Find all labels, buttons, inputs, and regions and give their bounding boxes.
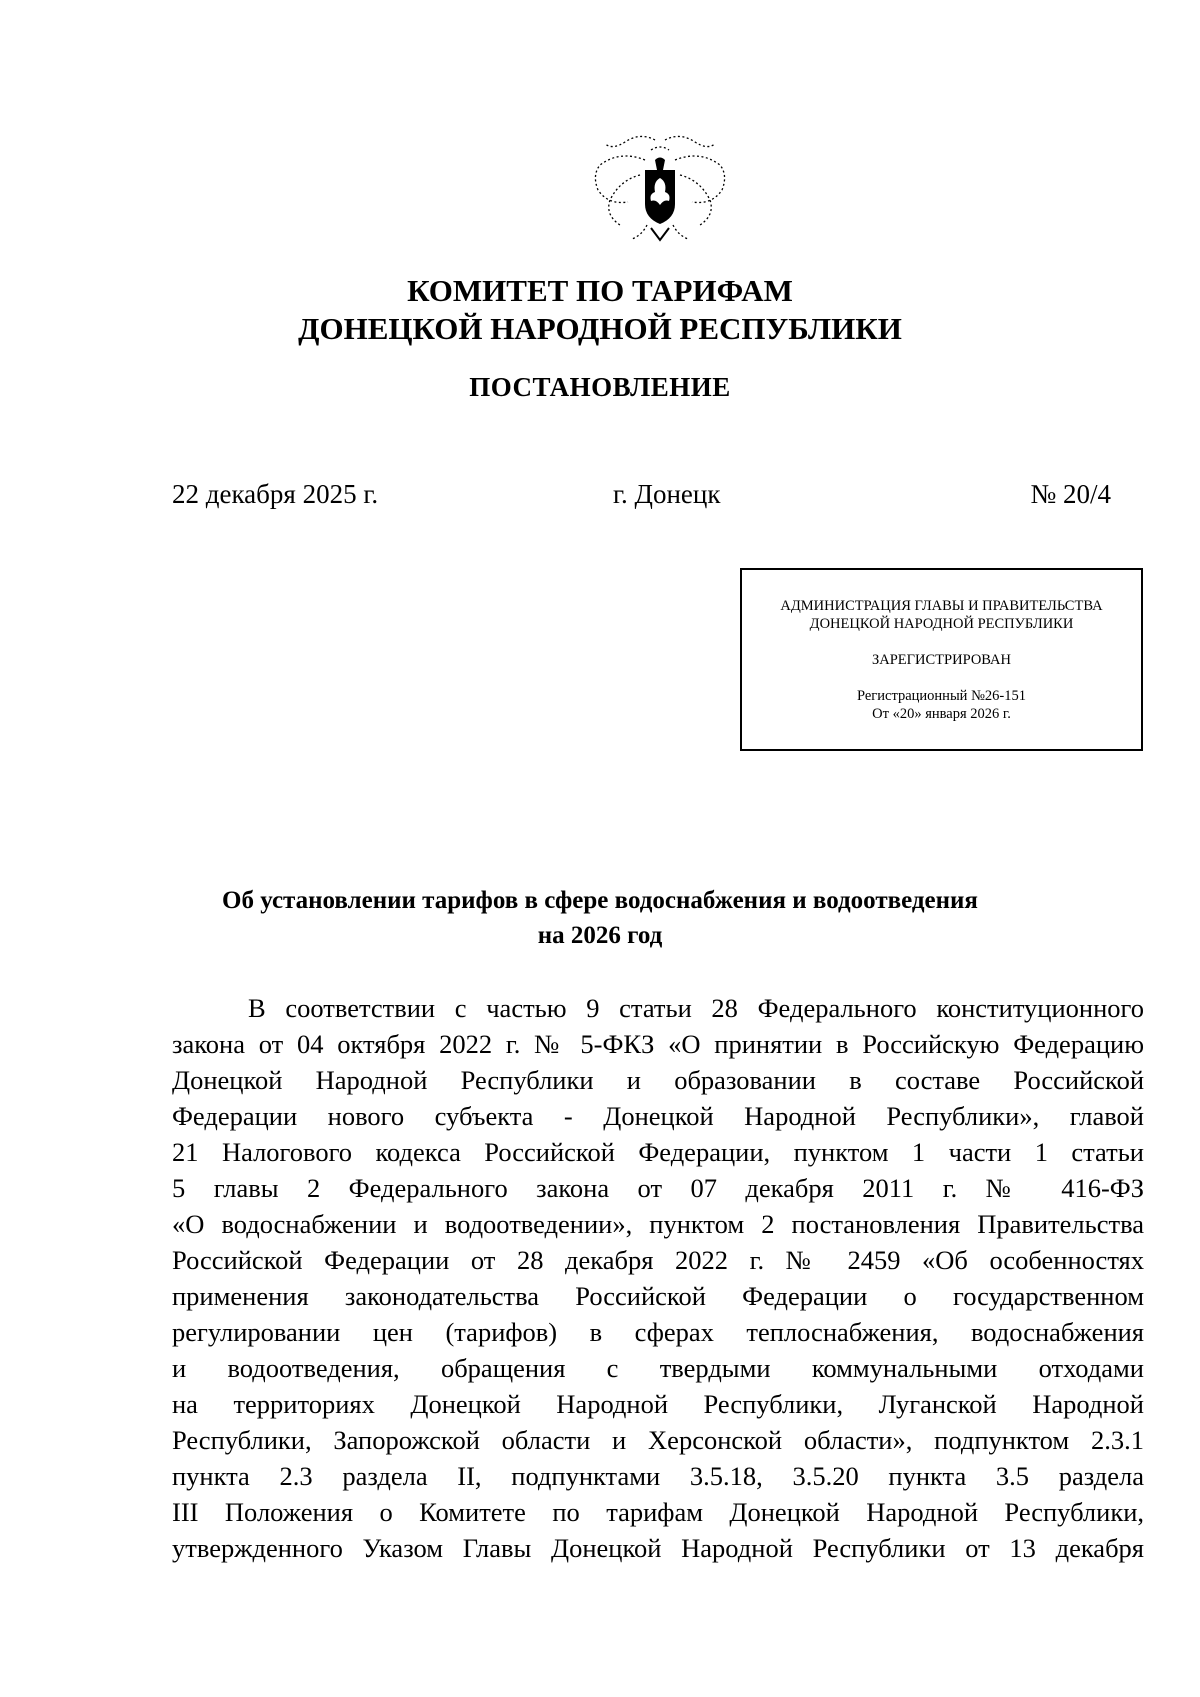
coat-of-arms-eagle-icon [585,130,735,248]
body-line: утвержденного Указом Главы Донецкой Народной Республики от 13 декабря [172,1533,1144,1563]
body-line: Донецкой Народной Республики и образовании в составе Российской [172,1065,1144,1095]
organization-name-line1: КОМИТЕТ ПО ТАРИФАМ [407,273,793,308]
registration-date: От «20» января 2026 г. [872,706,1011,722]
body-line: Федерации нового субъекта - Донецкой Народной Республики», главой [172,1101,1144,1131]
body-line: В соответствии с частью 9 статьи 28 Федерального конституционного [248,993,1144,1023]
body-line: пункта 2.3 раздела II, подпунктами 3.5.18, 3.5.20 пункта 3.5 раздела [172,1461,1144,1491]
registration-authority-line1: АДМИНИСТРАЦИЯ ГЛАВЫ И ПРАВИТЕЛЬСТВА [780,598,1103,614]
registration-number: Регистрационный №26-151 [857,688,1026,704]
document-title-line1: Об установлении тарифов в сфере водоснабжения и водоотведения [222,887,978,914]
body-line: III Положения о Комитете по тарифам Донецкой Народной Республики, [172,1497,1144,1527]
body-line: Российской Федерации от 28 декабря 2022 г. № 2459 «Об особенностях [172,1245,1144,1275]
body-line: и водоотведения, обращения с твердыми коммунальными отходами [172,1353,1144,1383]
organization-name-line2: ДОНЕЦКОЙ НАРОДНОЙ РЕСПУБЛИКИ [298,311,902,346]
document-title-line2: на 2026 год [537,922,663,949]
document-type: ПОСТАНОВЛЕНИЕ [469,372,731,402]
document-date: 22 декабря 2025 г. [172,479,379,509]
registration-stamp [740,568,1143,751]
body-line: «О водоснабжении и водоотведении», пунктом 2 постановления Правительства [172,1209,1144,1239]
body-line: Республики, Запорожской области и Херсонской области», подпунктом 2.3.1 [172,1425,1144,1455]
body-line: на территориях Донецкой Народной Республики, Луганской Народной [172,1389,1144,1419]
body-line: 21 Налогового кодекса Российской Федерации, пунктом 1 части 1 статьи [172,1137,1144,1167]
body-line: применения законодательства Российской Федерации о государственном [172,1281,1144,1311]
document-city: г. Донецк [613,479,721,509]
document-number: № 20/4 [1030,479,1111,509]
registration-authority-line2: ДОНЕЦКОЙ НАРОДНОЙ РЕСПУБЛИКИ [809,616,1074,632]
body-line: регулировании цен (тарифов) в сферах теплоснабжения, водоснабжения [172,1317,1144,1347]
body-line: закона от 04 октября 2022 г. № 5-ФКЗ «О принятии в Российскую Федерацию [172,1029,1144,1059]
registration-status: ЗАРЕГИСТРИРОВАН [872,652,1011,668]
body-line: 5 главы 2 Федерального закона от 07 декабря 2011 г. № 416-ФЗ [172,1173,1144,1203]
